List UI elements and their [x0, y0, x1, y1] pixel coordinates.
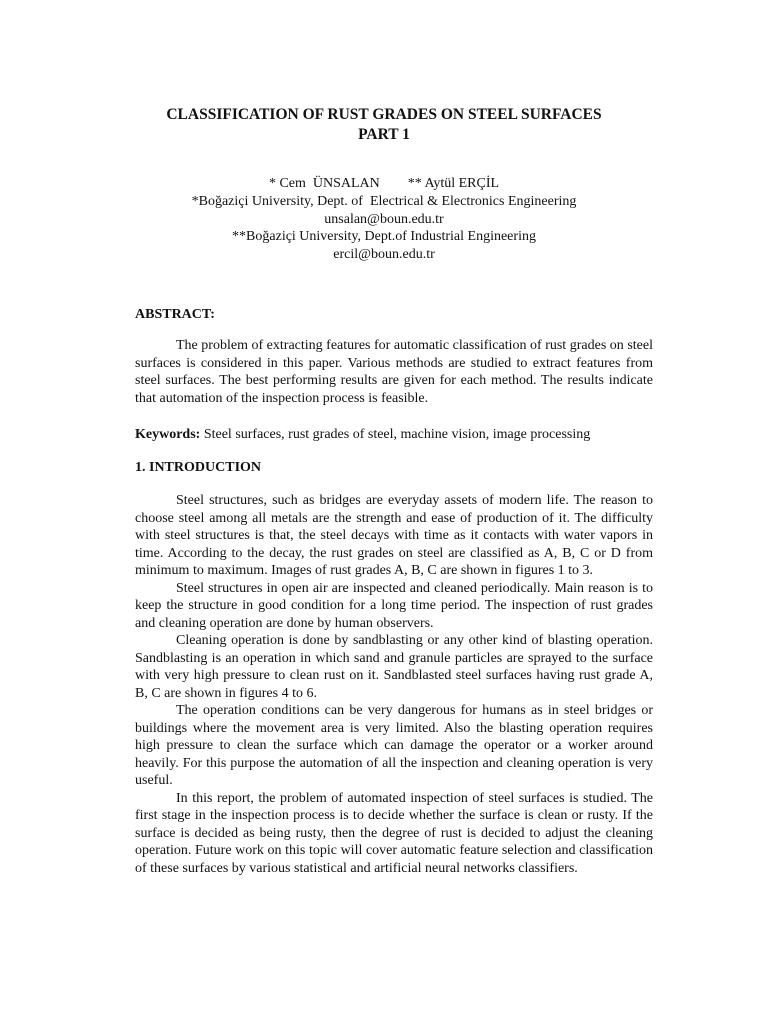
keywords-line	[135, 426, 655, 444]
introduction-heading: 1. INTRODUCTION	[135, 460, 262, 475]
abstract-body	[135, 337, 653, 407]
abstract-heading: ABSTRACT:	[135, 307, 215, 322]
introduction-paragraph-1: Steel structures, such as bridges are everyday assets of modern life. The reason to choose steel among all metals are the strength and ease of production of it. The difficulty with steel structures is that, the steel decays with time as it contacts with water vapors in time. According to the decay, the rust grades on steel are classified as A, B, C or D from minimum to maximum. Images of rust grades A, B, C are shown in figures 1 to 3.	[135, 493, 653, 578]
author-email-1: unsalan@boun.edu.tr	[324, 212, 444, 227]
keywords-label: Keywords:	[135, 427, 201, 442]
introduction-body	[135, 492, 653, 877]
author-names: * Cem ÜNSALAN ** Aytül ERÇİL	[268, 176, 500, 191]
introduction-paragraph-3: Cleaning operation is done by sandblasting or any other kind of blasting operation. Sandblasting is an operation in which sand and granule particles are sprayed to the surface with very high pressure to clean rust on it. Sandblasted steel surfaces having rust grade A, B, C are shown in figures 4 to 6.	[135, 633, 653, 701]
author-affiliation-2: **Boğaziçi University, Dept.of Industrial Engineering	[232, 229, 536, 244]
paper-title: CLASSIFICATION OF RUST GRADES ON STEEL SURFACES	[166, 106, 602, 123]
introduction-paragraph-2: Steel structures in open air are inspected and cleaned periodically. Main reason is to keep the structure in good condition for a long time period. The inspection of rust grades and cleaning operation are done by human observers.	[135, 580, 653, 631]
author-affiliation-1: *Boğaziçi University, Dept. of Electrical & Electronics Engineering	[191, 194, 577, 209]
paper-title-part: PART 1	[358, 126, 410, 143]
keywords-text: Steel surfaces, rust grades of steel, machine vision, image processing	[200, 427, 591, 442]
author-email-2: ercil@boun.edu.tr	[333, 247, 435, 262]
introduction-paragraph-5: In this report, the problem of automated inspection of steel surfaces is studied. The first stage in the inspection process is to decide whether the surface is clean or rusty. If the surface is decided as being rusty, then the degree of rust is decided to adjust the cleaning operation. Future work on this topic will cover automatic feature selection and classification of these surfaces by various statistical and artificial neural networks classifiers.	[135, 790, 653, 876]
introduction-paragraph-4: The operation conditions can be very dangerous for humans as in steel bridges or buildings where the movement area is very limited. Also the blasting operation requires high pressure to clean the surface which can damage the operator or a worker around heavily. For this purpose the automation of all the inspection and cleaning operation is very useful.	[135, 703, 653, 788]
abstract-paragraph: The problem of extracting features for automatic classification of rust grades on steel surfaces is considered in this paper. Various methods are studied to extract features from steel surfaces. The best performing results are given for each method. The results indicate that automation of the inspection process is feasible.	[135, 338, 653, 406]
